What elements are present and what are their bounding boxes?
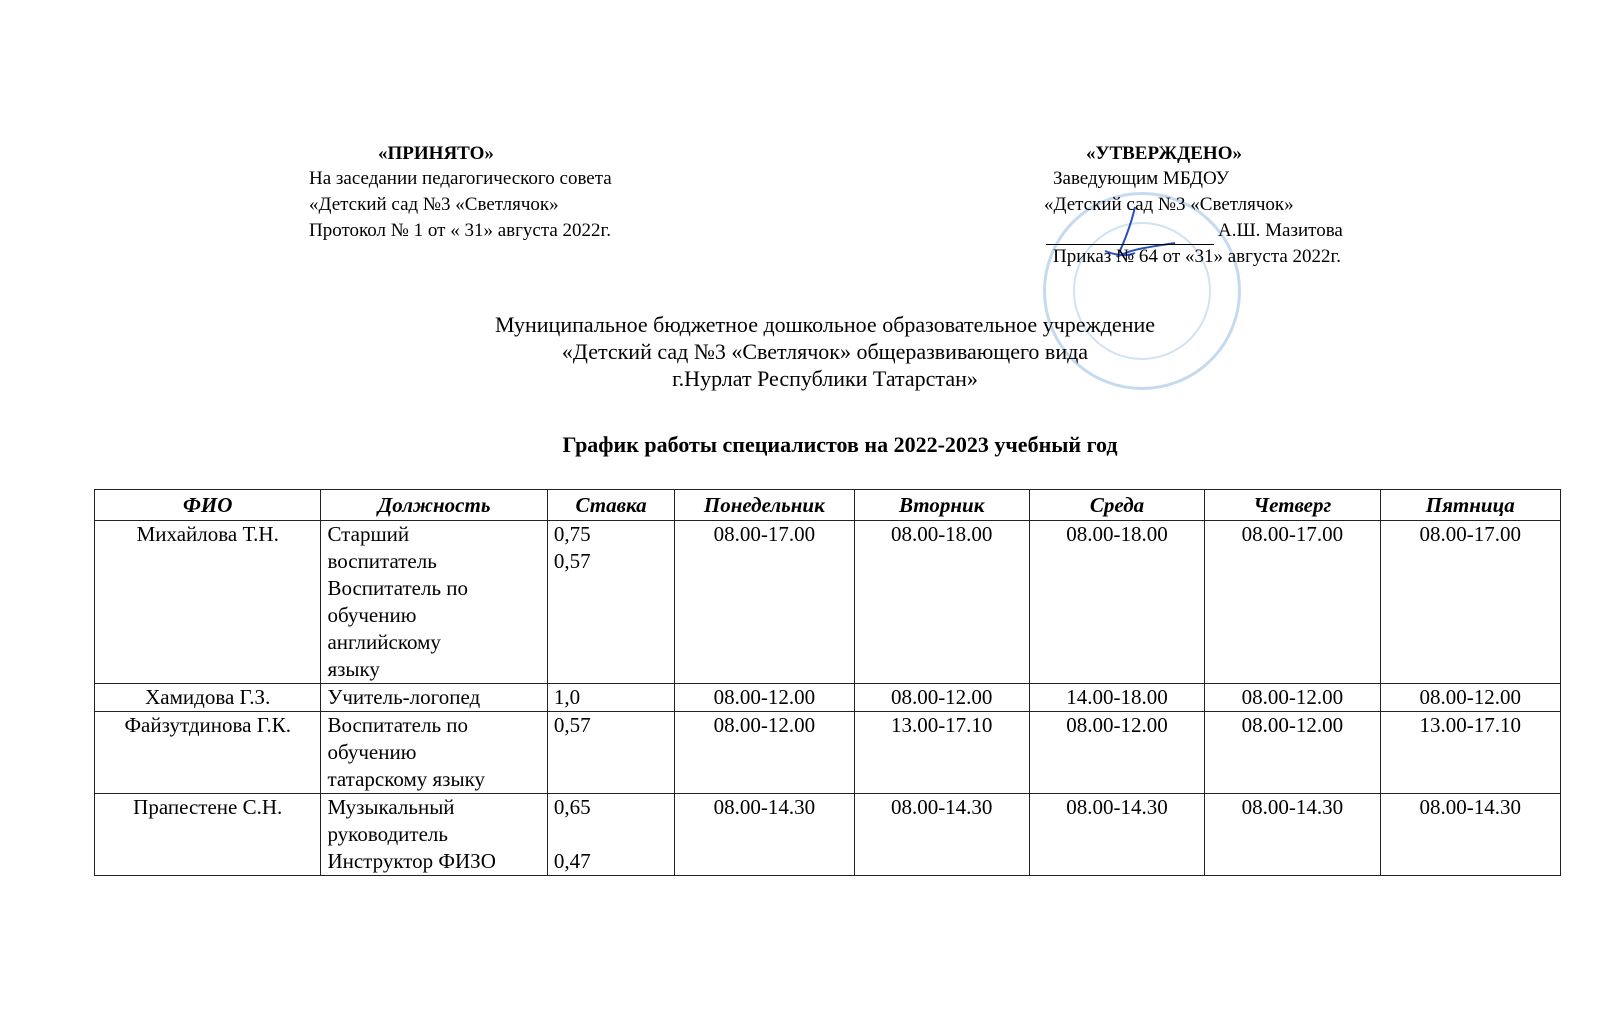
header-monday: Понедельник [675,490,854,521]
cell-wednesday: 08.00-14.30 [1029,794,1204,876]
position-line: татарскому языку [327,767,485,791]
rate-line: 0,47 [553,849,591,873]
approved-line-4: Приказ № 64 от «31» августа 2022г. [1053,246,1341,267]
cell-thursday: 08.00-12.00 [1205,712,1380,794]
cell-monday: 08.00-14.30 [675,794,854,876]
cell-friday: 08.00-17.00 [1380,521,1560,684]
position-line: Воспитатель по [327,713,469,737]
cell-thursday: 08.00-17.00 [1205,521,1380,684]
cell-friday: 08.00-12.00 [1380,684,1560,712]
institution-line-1: Муниципальное бюджетное дошкольное образовательное учреждение [495,312,1155,337]
institution-line-2: «Детский сад №3 «Светлячок» общеразвивающего вида [561,339,1089,364]
position-line: языку [327,657,380,681]
table-row [95,712,1561,794]
accepted-line-1: На заседании педагогического совета [309,168,612,189]
header-friday: Пятница [1380,490,1560,521]
table-row [95,684,1561,712]
cell-tuesday: 08.00-14.30 [854,794,1029,876]
rate-line: 0,57 [553,713,591,737]
cell-friday: 08.00-14.30 [1380,794,1560,876]
table-header-row [95,490,1561,521]
institution-line-3: г.Нурлат Республики Татарстан» [672,366,978,391]
institution-name [0,311,1600,392]
approved-heading: «УТВЕРЖДЕНО» [1086,143,1242,164]
position-line: воспитатель [327,549,437,573]
cell-wednesday: 14.00-18.00 [1029,684,1204,712]
position-line: руководитель [327,822,448,846]
rate-line: 0,65 [553,795,591,819]
header-wednesday: Среда [1029,490,1204,521]
cell-rate [547,794,674,876]
position-line: обучению [327,603,417,627]
accepted-line-3: Протокол № 1 от « 31» августа 2022г. [309,220,611,241]
header-position: Должность [321,490,547,521]
position-line: английскому [327,630,441,654]
position-line: Воспитатель по [327,576,469,600]
rate-line: 0,57 [553,549,591,573]
cell-name: Файзутдинова Г.К. [95,712,321,794]
cell-position [321,521,547,684]
position-line: Старший [327,522,410,546]
document-title-text: График работы специалистов на 2022-2023 учебный год [562,432,1118,457]
approved-line-1: Заведующим МБДОУ [1053,168,1230,189]
table-row [95,794,1561,876]
rate-line: 0,75 [553,522,591,546]
cell-tuesday: 13.00-17.10 [854,712,1029,794]
header-thursday: Четверг [1205,490,1380,521]
accepted-heading: «ПРИНЯТО» [378,143,494,164]
cell-position [321,712,547,794]
position-line: Музыкальный [327,795,455,819]
cell-monday: 08.00-12.00 [675,684,854,712]
cell-thursday: 08.00-14.30 [1205,794,1380,876]
cell-monday: 08.00-17.00 [675,521,854,684]
approved-line-2: «Детский сад №3 «Светлячок» [1044,194,1294,215]
cell-position [321,684,547,712]
document-title [0,432,1600,458]
table-row [95,521,1561,684]
cell-name: Хамидова Г.З. [95,684,321,712]
cell-friday: 13.00-17.10 [1380,712,1560,794]
approved-signer: А.Ш. Мазитова [1218,220,1343,241]
header-fio: ФИО [95,490,321,521]
cell-monday: 08.00-12.00 [675,712,854,794]
position-line: Учитель-логопед [327,685,481,709]
rate-line [554,821,668,848]
cell-rate [547,521,674,684]
header-rate: Ставка [547,490,674,521]
rate-line: 1,0 [553,685,581,709]
accepted-line-2: «Детский сад №3 «Светлячок» [309,194,559,215]
position-line: Инструктор ФИЗО [327,849,496,873]
cell-wednesday: 08.00-12.00 [1029,712,1204,794]
cell-thursday: 08.00-12.00 [1205,684,1380,712]
cell-tuesday: 08.00-12.00 [854,684,1029,712]
cell-rate [547,712,674,794]
header-tuesday: Вторник [854,490,1029,521]
position-line: обучению [327,740,417,764]
cell-name: Михайлова Т.Н. [95,521,321,684]
cell-name: Прапестене С.Н. [95,794,321,876]
cell-tuesday: 08.00-18.00 [854,521,1029,684]
schedule-table [94,489,1561,876]
cell-rate [547,684,674,712]
cell-position [321,794,547,876]
cell-wednesday: 08.00-18.00 [1029,521,1204,684]
